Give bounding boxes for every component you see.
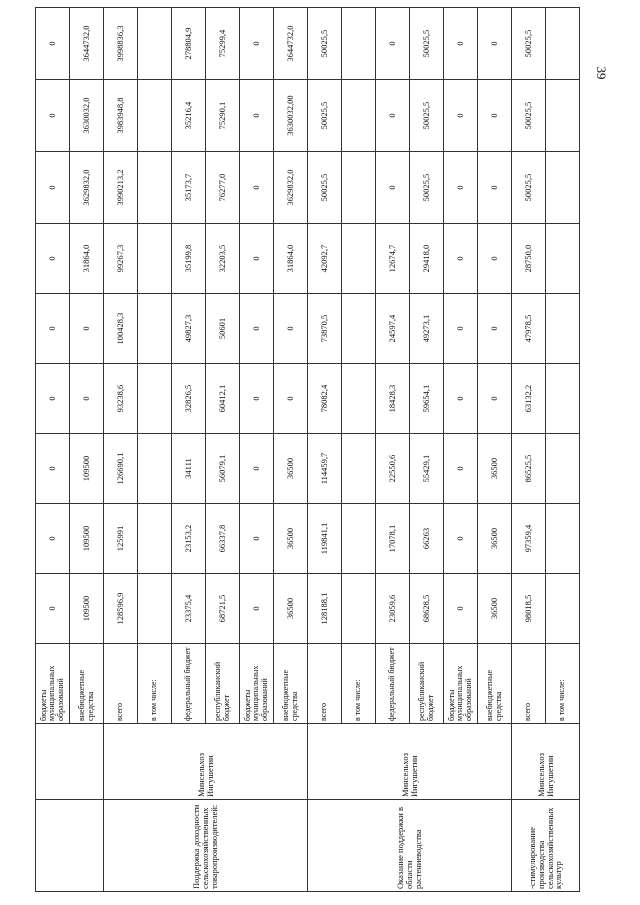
value-cell	[546, 152, 580, 224]
value-cell: 86525,5	[512, 434, 546, 504]
value-cell: 63132,2	[512, 364, 546, 434]
value-cell: 0	[444, 152, 478, 224]
funding-source-cell: внебюджетные средства	[70, 644, 104, 724]
value-cell: 59654,1	[410, 364, 444, 434]
funding-source-cell: в том числе:	[342, 644, 376, 724]
value-cell: 109500	[70, 504, 104, 574]
value-cell: 36500	[274, 574, 308, 644]
value-cell: 76277,0	[206, 152, 240, 224]
funding-source-cell: в том числе:	[546, 644, 580, 724]
value-cell	[342, 8, 376, 80]
value-cell: 28750,0	[512, 224, 546, 294]
value-cell: 0	[444, 504, 478, 574]
value-cell: 0	[274, 364, 308, 434]
funding-source-cell: в том числе:	[138, 644, 172, 724]
executor-cell: Минсельхоз Ингушетии	[512, 724, 580, 800]
value-cell: 50025,5	[308, 152, 342, 224]
value-cell	[138, 364, 172, 434]
value-cell: 56079,1	[206, 434, 240, 504]
funding-source-cell: всего	[104, 644, 138, 724]
value-cell: 36500	[478, 434, 512, 504]
value-cell: 50025,5	[308, 8, 342, 80]
value-cell: 0	[376, 8, 410, 80]
value-cell: 66337,8	[206, 504, 240, 574]
value-cell: 32203,5	[206, 224, 240, 294]
value-cell: 24597,4	[376, 294, 410, 364]
value-cell	[342, 574, 376, 644]
value-cell	[138, 504, 172, 574]
value-cell: 35173,7	[172, 152, 206, 224]
value-cell	[138, 434, 172, 504]
value-cell: 3644732,0	[70, 8, 104, 80]
value-cell: 3630032,00	[274, 80, 308, 152]
value-cell: 66263	[410, 504, 444, 574]
value-cell	[138, 152, 172, 224]
value-cell	[138, 574, 172, 644]
value-cell: 0	[36, 294, 70, 364]
value-cell: 68628,5	[410, 574, 444, 644]
value-cell: 0	[36, 434, 70, 504]
executor-cell: Минсельхоз Ингушетии	[308, 724, 512, 800]
value-cell: 55429,1	[410, 434, 444, 504]
value-cell: 73870,5	[308, 294, 342, 364]
value-cell: 32826,5	[172, 364, 206, 434]
budget-table	[35, 7, 580, 892]
funding-source-cell: бюджеты муниципальных образований	[240, 644, 274, 724]
funding-source-cell: республиканский бюджет	[410, 644, 444, 724]
value-cell: 36500	[274, 504, 308, 574]
value-cell: 0	[70, 364, 104, 434]
value-cell: 50025,5	[410, 80, 444, 152]
table-row	[512, 8, 546, 892]
value-cell: 0	[240, 152, 274, 224]
value-cell: 3630032,0	[70, 80, 104, 152]
value-cell: 109500	[70, 434, 104, 504]
value-cell	[546, 80, 580, 152]
value-cell: 36500	[478, 504, 512, 574]
value-cell: 0	[444, 434, 478, 504]
value-cell: 49273,1	[410, 294, 444, 364]
value-cell: 114459,7	[308, 434, 342, 504]
value-cell: 0	[444, 294, 478, 364]
value-cell: 0	[36, 152, 70, 224]
value-cell: 22550,6	[376, 434, 410, 504]
value-cell: 50025,5	[410, 8, 444, 80]
executor-cell	[36, 724, 104, 800]
value-cell: 3629832,0	[70, 152, 104, 224]
value-cell: 23059,6	[376, 574, 410, 644]
value-cell: 0	[444, 8, 478, 80]
value-cell: 0	[240, 434, 274, 504]
value-cell: 100428,3	[104, 294, 138, 364]
value-cell: 29418,0	[410, 224, 444, 294]
value-cell: 60412,1	[206, 364, 240, 434]
value-cell: 99267,3	[104, 224, 138, 294]
value-cell: 0	[478, 224, 512, 294]
value-cell	[342, 434, 376, 504]
value-cell	[546, 364, 580, 434]
value-cell: 0	[240, 504, 274, 574]
value-cell: 31864,0	[274, 224, 308, 294]
value-cell: 98018,5	[512, 574, 546, 644]
value-cell	[546, 574, 580, 644]
value-cell: 128188,1	[308, 574, 342, 644]
funding-source-cell: федеральный бюджет	[172, 644, 206, 724]
value-cell	[342, 294, 376, 364]
value-cell: 0	[478, 152, 512, 224]
value-cell: 0	[36, 504, 70, 574]
funding-source-cell: внебюджетные средства	[478, 644, 512, 724]
value-cell: 3998836,3	[104, 8, 138, 80]
value-cell: 0	[478, 294, 512, 364]
funding-source-cell: бюджеты муниципальных образований	[444, 644, 478, 724]
value-cell: 17078,1	[376, 504, 410, 574]
funding-source-cell: республиканский бюджет	[206, 644, 240, 724]
value-cell: 3983948,8	[104, 80, 138, 152]
value-cell: 36500	[478, 574, 512, 644]
value-cell: 50025,5	[512, 8, 546, 80]
value-cell: 0	[376, 152, 410, 224]
value-cell	[138, 8, 172, 80]
value-cell: 23153,2	[172, 504, 206, 574]
value-cell: 3990213,2	[104, 152, 138, 224]
value-cell: 109500	[70, 574, 104, 644]
value-cell	[546, 504, 580, 574]
value-cell: 0	[36, 80, 70, 152]
value-cell: 278804,9	[172, 8, 206, 80]
value-cell: 50025,5	[512, 152, 546, 224]
value-cell: 0	[240, 80, 274, 152]
value-cell: 47978,5	[512, 294, 546, 364]
funding-source-cell: всего	[308, 644, 342, 724]
value-cell	[546, 434, 580, 504]
value-cell: 0	[478, 8, 512, 80]
value-cell	[342, 224, 376, 294]
value-cell: 3644732,0	[274, 8, 308, 80]
table-row	[36, 8, 70, 892]
value-cell: 0	[240, 224, 274, 294]
value-cell: 0	[444, 80, 478, 152]
value-cell: 35216,4	[172, 80, 206, 152]
program-name-cell	[36, 800, 104, 892]
value-cell: 128596,9	[104, 574, 138, 644]
value-cell: 0	[240, 364, 274, 434]
value-cell: 0	[240, 574, 274, 644]
funding-source-cell: федеральный бюджет	[376, 644, 410, 724]
value-cell: 35199,8	[172, 224, 206, 294]
value-cell	[342, 364, 376, 434]
value-cell	[138, 294, 172, 364]
value-cell: 12674,7	[376, 224, 410, 294]
value-cell: 126690,1	[104, 434, 138, 504]
value-cell: 0	[376, 80, 410, 152]
value-cell: 3629832,0	[274, 152, 308, 224]
value-cell	[546, 8, 580, 80]
program-name-cell: Поддержка доходности сельскохозяйственных товаропроизводителей:	[104, 800, 308, 892]
value-cell: 36500	[274, 434, 308, 504]
value-cell: 0	[478, 364, 512, 434]
value-cell: 0	[444, 574, 478, 644]
value-cell: 18428,3	[376, 364, 410, 434]
value-cell: 0	[36, 8, 70, 80]
value-cell: 50025,5	[308, 80, 342, 152]
value-cell: 0	[444, 364, 478, 434]
value-cell: 42092,7	[308, 224, 342, 294]
value-cell: 31864,0	[70, 224, 104, 294]
rotated-table-container	[35, 8, 569, 892]
table-body	[36, 8, 580, 892]
value-cell	[546, 294, 580, 364]
value-cell: 49827,3	[172, 294, 206, 364]
value-cell	[342, 152, 376, 224]
value-cell: 97359,4	[512, 504, 546, 574]
value-cell: 0	[36, 574, 70, 644]
value-cell: 75299,4	[206, 8, 240, 80]
value-cell: 0	[36, 364, 70, 434]
value-cell: 0	[70, 294, 104, 364]
page-number: 39	[594, 66, 609, 80]
program-name-cell: -стимулирование производства сельскохозяйственных культур	[512, 800, 580, 892]
value-cell: 34111	[172, 434, 206, 504]
value-cell: 0	[444, 224, 478, 294]
value-cell: 23375,4	[172, 574, 206, 644]
value-cell: 93238,6	[104, 364, 138, 434]
value-cell: 0	[36, 224, 70, 294]
value-cell: 50025,5	[410, 152, 444, 224]
program-name-cell: Оказание поддержки в области растениеводства	[308, 800, 512, 892]
table-row	[104, 8, 138, 892]
value-cell: 68721,5	[206, 574, 240, 644]
value-cell: 75290,1	[206, 80, 240, 152]
value-cell: 125991	[104, 504, 138, 574]
funding-source-cell: всего	[512, 644, 546, 724]
value-cell	[342, 504, 376, 574]
value-cell	[546, 224, 580, 294]
value-cell: 78082,4	[308, 364, 342, 434]
value-cell	[138, 80, 172, 152]
value-cell: 0	[274, 294, 308, 364]
funding-source-cell: внебюджетные средства	[274, 644, 308, 724]
value-cell: 50025,5	[512, 80, 546, 152]
value-cell	[342, 80, 376, 152]
executor-cell: Минсельхоз Ингушетии	[104, 724, 308, 800]
value-cell: 119841,1	[308, 504, 342, 574]
value-cell: 0	[478, 80, 512, 152]
value-cell: 50601	[206, 294, 240, 364]
value-cell: 0	[240, 294, 274, 364]
value-cell: 0	[240, 8, 274, 80]
value-cell	[138, 224, 172, 294]
funding-source-cell: бюджеты муниципальных образований	[36, 644, 70, 724]
table-row	[308, 8, 342, 892]
